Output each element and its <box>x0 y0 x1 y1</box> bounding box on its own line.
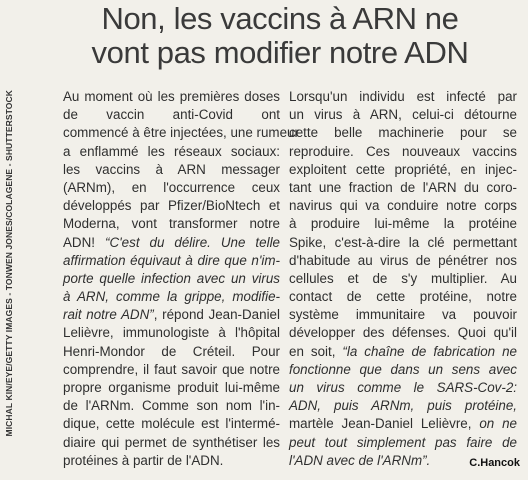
text-line <box>289 88 517 106</box>
text-segment: on ne <box>479 416 518 432</box>
text-line <box>289 197 517 215</box>
text-line <box>289 270 517 288</box>
text-segment: “C'est du délire. Une telle <box>104 234 280 250</box>
text-segment: diaire qui permet de synthétiser les <box>63 434 280 450</box>
text-segment: Moderna, vont transformer notre <box>63 216 280 232</box>
text-segment: développés par Pfizer/BioNtech et <box>63 198 280 214</box>
text-line <box>63 434 280 452</box>
text-segment: ADN, puis ARNm, puis protéine, <box>289 398 517 414</box>
text-segment: affirmation équivaut à dire que n'im- <box>63 252 280 268</box>
text-line <box>289 234 517 252</box>
text-segment: ADN! <box>63 234 105 250</box>
text-segment: exploitent cette propriété, en injec- <box>289 161 517 177</box>
text-line <box>63 397 280 415</box>
headline <box>40 2 520 70</box>
text-segment: de l'ARNm. Comme son nom l'in- <box>63 398 280 414</box>
text-segment: protéines à partir de l'ADN. <box>63 452 224 468</box>
text-segment: propre organisme produit lui-même <box>63 380 280 395</box>
text-line <box>289 215 517 233</box>
headline-line-2: vont pas modifier notre ADN <box>91 35 469 70</box>
text-line <box>63 343 280 361</box>
text-line <box>63 288 280 306</box>
text-segment: l'ADN avec de l'ARNm”. <box>289 452 431 468</box>
text-segment: peut tout simplement pas faire de <box>289 434 517 450</box>
text-line <box>63 143 280 161</box>
text-segment: les vaccins à ARN messager <box>63 161 280 177</box>
text-segment: comprendre, il faut savoir que notre <box>63 361 280 377</box>
photo-credit-text: MICHAL KIN/EYE/GETTY IMAGES - TONWEN JONES/COLAGENE - SHUTTERSTOCK <box>4 90 14 437</box>
text-segment: reproduire. Ces nouveaux vaccins <box>289 143 517 159</box>
text-line <box>63 215 280 233</box>
photo-credit <box>0 90 18 475</box>
text-segment: Lorsqu'un individu est infecté par <box>289 89 517 104</box>
text-segment: d'habitude au virus de pénétrer nos <box>289 252 517 268</box>
text-segment: contact de cette protéine, notre <box>289 289 517 305</box>
text-line <box>63 270 280 288</box>
text-segment: tant une fraction de l'ARN du coro- <box>289 179 517 195</box>
text-line <box>289 397 517 415</box>
text-line <box>289 324 517 342</box>
text-segment: un virus à ARN, celui-ci détourne <box>289 107 517 123</box>
text-line <box>289 361 517 379</box>
text-line <box>63 452 280 470</box>
text-segment: dique, cette molécule est l'intermé- <box>63 416 280 432</box>
text-line <box>63 106 280 124</box>
text-segment: à produire lui-même la protéine <box>289 216 517 232</box>
text-line <box>63 415 280 433</box>
text-line <box>63 361 280 379</box>
text-segment: cette belle machinerie pour se <box>289 125 517 141</box>
text-line <box>289 143 517 161</box>
text-line <box>63 234 280 252</box>
text-segment: “la chaîne de fabrication ne <box>342 343 517 359</box>
text-line <box>63 124 299 142</box>
text-line <box>63 379 280 397</box>
text-segment: système immunitaire va pouvoir <box>289 307 517 323</box>
text-segment: martèle Jean-Daniel Lelièvre, <box>289 416 480 432</box>
text-line <box>289 288 517 306</box>
text-line <box>289 415 517 433</box>
text-segment: porte quelle infection avec un virus <box>63 270 280 286</box>
article-column-right <box>289 88 517 470</box>
text-line <box>289 306 517 324</box>
text-line <box>289 106 517 124</box>
text-line <box>63 197 280 215</box>
text-segment: un virus comme le SARS-Cov-2: <box>289 380 517 395</box>
text-line <box>289 343 517 361</box>
text-line <box>63 161 280 179</box>
text-segment: de vaccin anti-Covid ont <box>63 107 280 123</box>
text-segment: à ARN, comme la grippe, modifie- <box>63 289 280 305</box>
text-segment: rait notre ADN” <box>63 307 154 323</box>
text-line <box>289 379 517 397</box>
text-segment: commencé à être injectées, une rumeur <box>63 125 299 141</box>
text-line <box>63 306 280 324</box>
text-line <box>289 161 517 179</box>
text-line <box>289 252 517 270</box>
text-line <box>289 179 517 197</box>
headline-line-1: Non, les vaccins à ARN ne <box>101 1 459 36</box>
text-line <box>289 124 517 142</box>
text-segment: développer des défenses. Quoi qu'il <box>289 325 517 341</box>
text-segment: Lelièvre, immunologiste à l'hôpital <box>63 325 280 341</box>
text-line <box>63 88 280 106</box>
article-column-left <box>63 88 299 470</box>
text-segment: Au moment où les premières doses <box>63 89 280 104</box>
text-segment: fonctionne que dans un sens avec <box>289 361 517 377</box>
text-line <box>63 252 280 270</box>
text-segment: (ARNm), en l'occurrence ceux <box>63 179 280 195</box>
text-line <box>63 324 280 342</box>
text-segment: cellules et de s'y multiplier. Au <box>289 270 517 286</box>
text-segment: a enflammé les réseaux sociaux: <box>63 143 280 159</box>
text-segment: en soit, <box>289 343 343 359</box>
text-line <box>63 179 280 197</box>
text-segment: Henri-Mondor de Créteil. Pour <box>63 343 280 359</box>
text-line <box>289 434 517 452</box>
text-segment: Spike, c'est-à-dire la clé permettant <box>289 234 517 250</box>
text-segment: , répond Jean-Daniel <box>153 307 280 323</box>
author-signature: C.Hancok <box>469 457 520 469</box>
text-segment: navirus qui va conduire notre corps <box>289 198 517 214</box>
